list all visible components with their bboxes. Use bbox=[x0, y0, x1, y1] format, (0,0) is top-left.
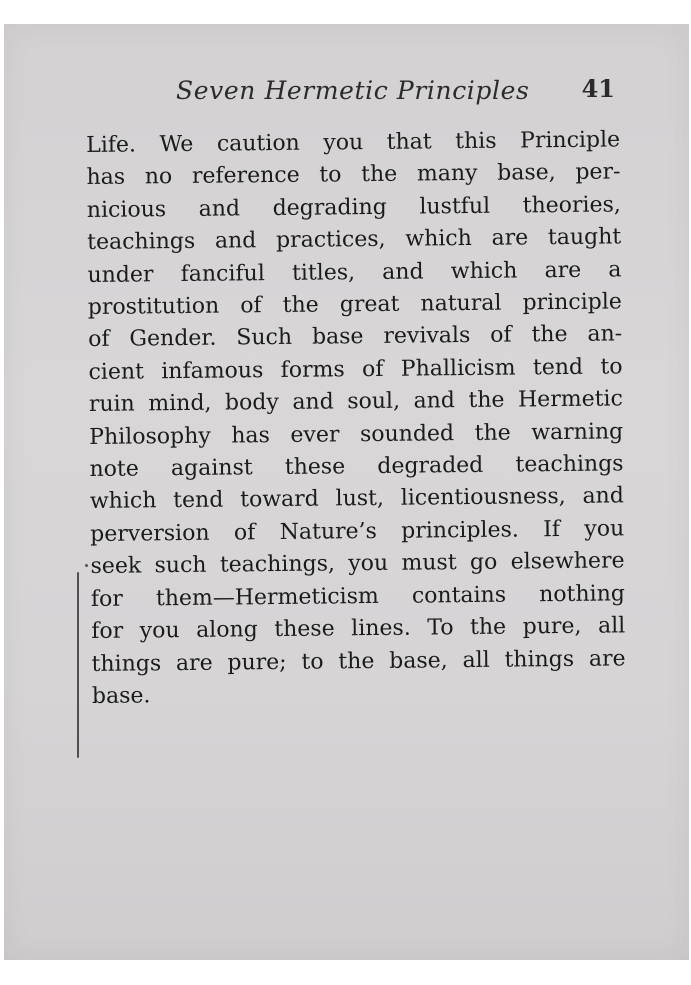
margin-pencil-dot bbox=[85, 564, 88, 567]
running-head-title: Seven Hermetic Principles bbox=[176, 76, 530, 105]
text-line: of Gender. Such base revivals of the an- bbox=[88, 321, 623, 353]
page-number: 41 bbox=[581, 74, 615, 103]
text-line: for you along these lines. To the pure, all bbox=[91, 613, 626, 645]
text-line: nicious and degrading lustful theories, bbox=[86, 192, 621, 223]
text-line: for them—Hermeticism contains nothing bbox=[90, 581, 626, 612]
text-line: note against these degraded teachings bbox=[89, 451, 624, 483]
text-line: things are pure; to the base, all things are bbox=[91, 645, 626, 677]
text-line: teachings and practices, which are taught bbox=[87, 224, 622, 256]
text-line: seek such teachings, you must go elsewhere bbox=[90, 548, 625, 580]
text-line: under fanciful titles, and which are a bbox=[87, 257, 622, 288]
text-line: Life. We caution you that this Principle bbox=[86, 127, 621, 158]
running-head bbox=[176, 76, 621, 116]
body-paragraph bbox=[86, 124, 626, 713]
text-line: has no reference to the many base, per- bbox=[86, 159, 621, 191]
text-line: perversion of Nature’s principles. If you bbox=[90, 516, 625, 547]
text-line: ruin mind, body and soul, and the Hermetic bbox=[88, 386, 623, 418]
text-line: prostitution of the great natural principle bbox=[87, 289, 622, 321]
text-line: which tend toward lust, licentiousness, and bbox=[89, 483, 624, 515]
text-line: cient infamous forms of Phallicism tend to bbox=[88, 354, 623, 385]
text-line: Philosophy has ever sounded the warning bbox=[89, 419, 624, 450]
text-line-last: base. bbox=[91, 683, 151, 709]
margin-pencil-line bbox=[77, 572, 79, 758]
